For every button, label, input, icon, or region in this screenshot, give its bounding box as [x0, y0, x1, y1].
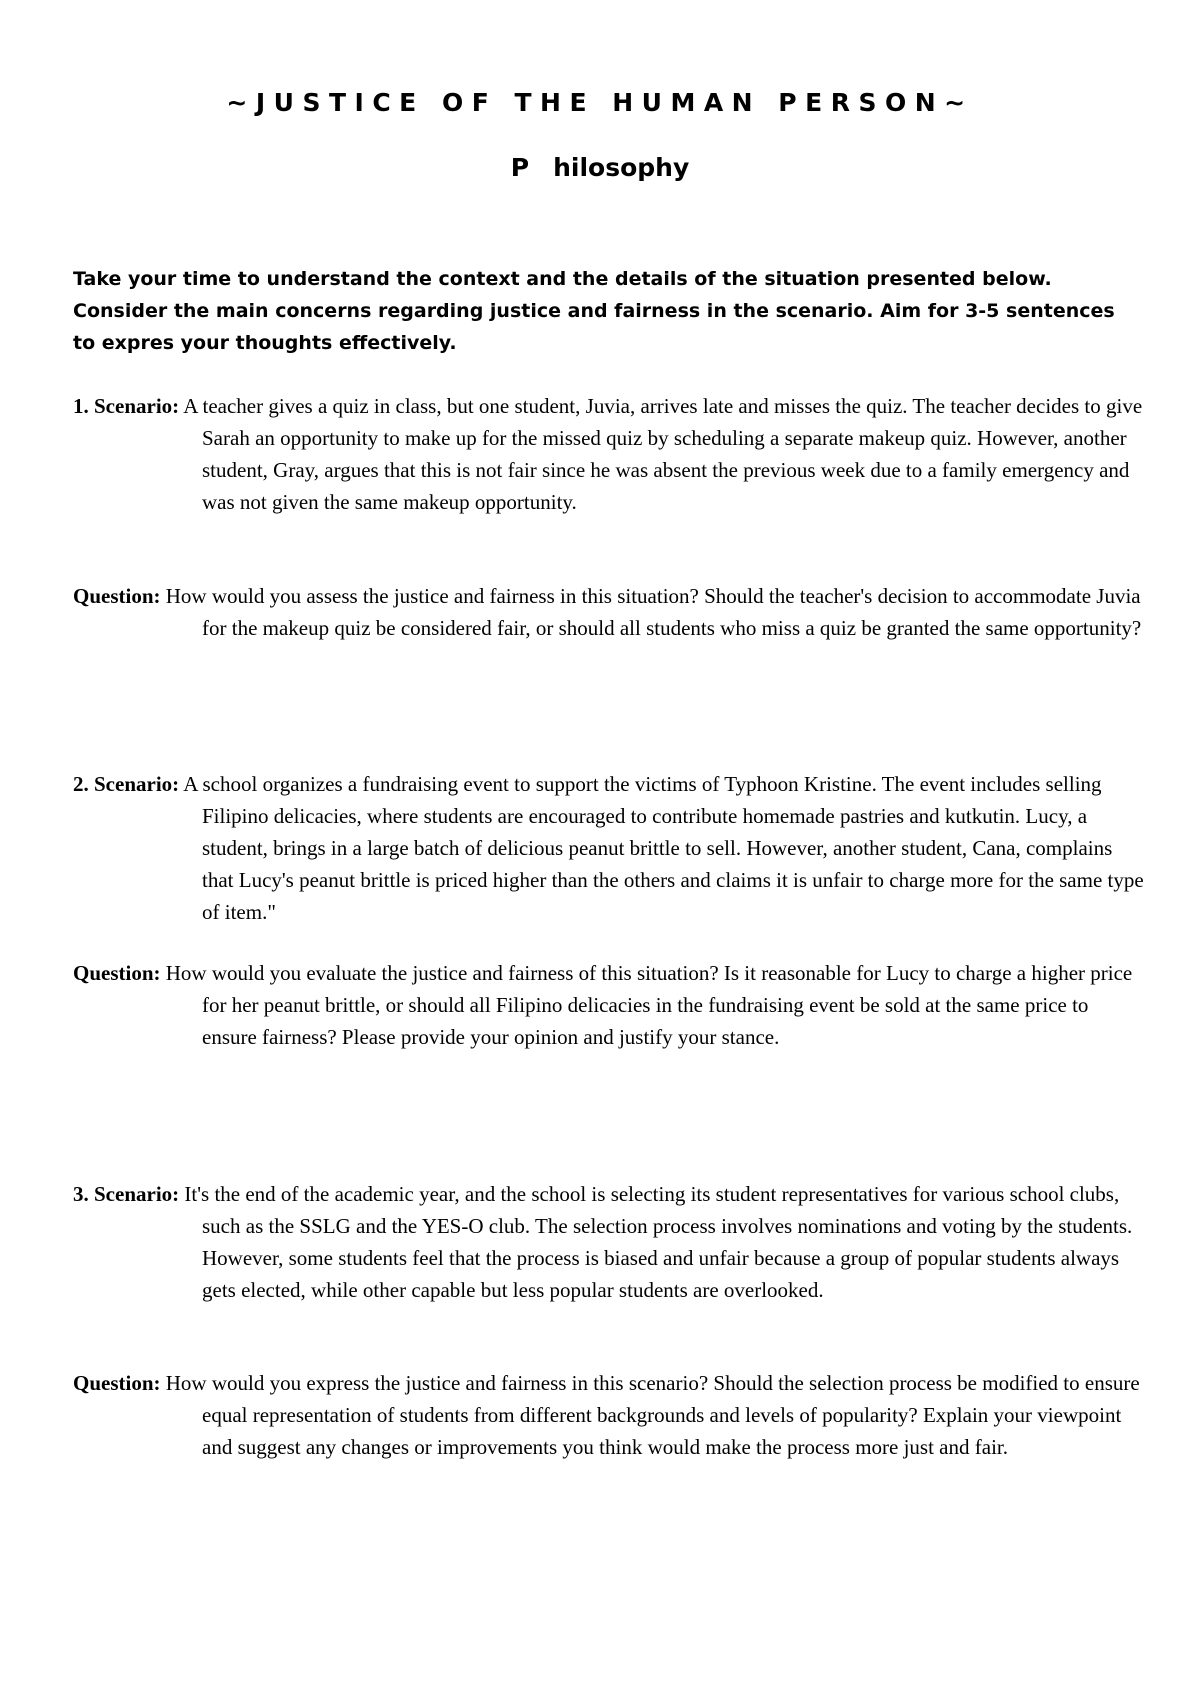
document-title: ~JUSTICE OF THE HUMAN PERSON~: [226, 88, 974, 117]
question-2-label: Question:: [73, 961, 161, 985]
question-3: [73, 1367, 1148, 1463]
question-3-label: Question:: [73, 1371, 161, 1395]
scenario-1-text: A teacher gives a quiz in class, but one student, Juvia, arrives late and misses the quiz. The teacher decides to give Sarah an opportunity to make up for the missed quiz by scheduling a separate makeup quiz. However, another student, Gray, argues that this is not fair since he was absent the previous week due to a family emergency and was not given the same makeup opportunity.: [183, 394, 1143, 514]
scenario-1-label: 1. Scenario:: [73, 394, 180, 418]
scenario-1: [73, 390, 1148, 518]
question-1-label: Question:: [73, 584, 161, 608]
question-1-text: How would you assess the justice and fairness in this situation? Should the teacher's decision to accommodate Juvia for the makeup quiz be considered fair, or should all students who miss a quiz be granted the same opportunity?: [165, 584, 1142, 640]
document-subtitle: [0, 153, 1200, 182]
scenario-2-text: A school organizes a fundraising event to support the victims of Typhoon Kristine. The event includes selling Filipino delicacies, where students are encouraged to contribute homemade pastries and kutkutin. Lucy, a student, brings in a large batch of delicious peanut brittle to sell. However, another student, Cana, complains that Lucy's peanut brittle is priced higher than the others and claims it is unfair to charge more for the same type of item.": [183, 772, 1144, 924]
scenario-3-label: 3. Scenario:: [73, 1182, 180, 1206]
scenario-3-text: It's the end of the academic year, and the school is selecting its student representatives for various school clubs, such as the SSLG and the YES-O club. The selection process involves nominations and voting by the students. However, some students feel that the process is biased and unfair because a group of popular students always gets elected, while other capable but less popular students are overlooked.: [184, 1182, 1133, 1302]
question-1: [73, 580, 1148, 644]
scenario-2-label: 2. Scenario:: [73, 772, 180, 796]
scenario-2: [73, 768, 1148, 928]
subtitle-rest: hilosophy: [553, 153, 690, 182]
question-2-text: How would you evaluate the justice and fairness of this situation? Is it reasonable for Lucy to charge a higher price for her peanut brittle, or should all Filipino delicacies in the fundraising event be sold at the same price to ensure fairness? Please provide your opinion and justify your stance.: [165, 961, 1133, 1049]
subtitle-initial: P: [510, 153, 530, 182]
scenario-3: [73, 1178, 1148, 1306]
question-2: [73, 957, 1148, 1053]
question-3-text: How would you express the justice and fairness in this scenario? Should the selection process be modified to ensure equal representation of students from different backgrounds and levels of popularity? Explain your viewpoint and suggest any changes or improvements you think would make the process more just and fair.: [165, 1371, 1140, 1459]
instructions-paragraph: Take your time to understand the context and the details of the situation presented below. Consider the main concerns regarding justice and fairness in the scenario. Aim for 3-5 sentences to expres your thoughts effectively.: [73, 268, 1115, 354]
